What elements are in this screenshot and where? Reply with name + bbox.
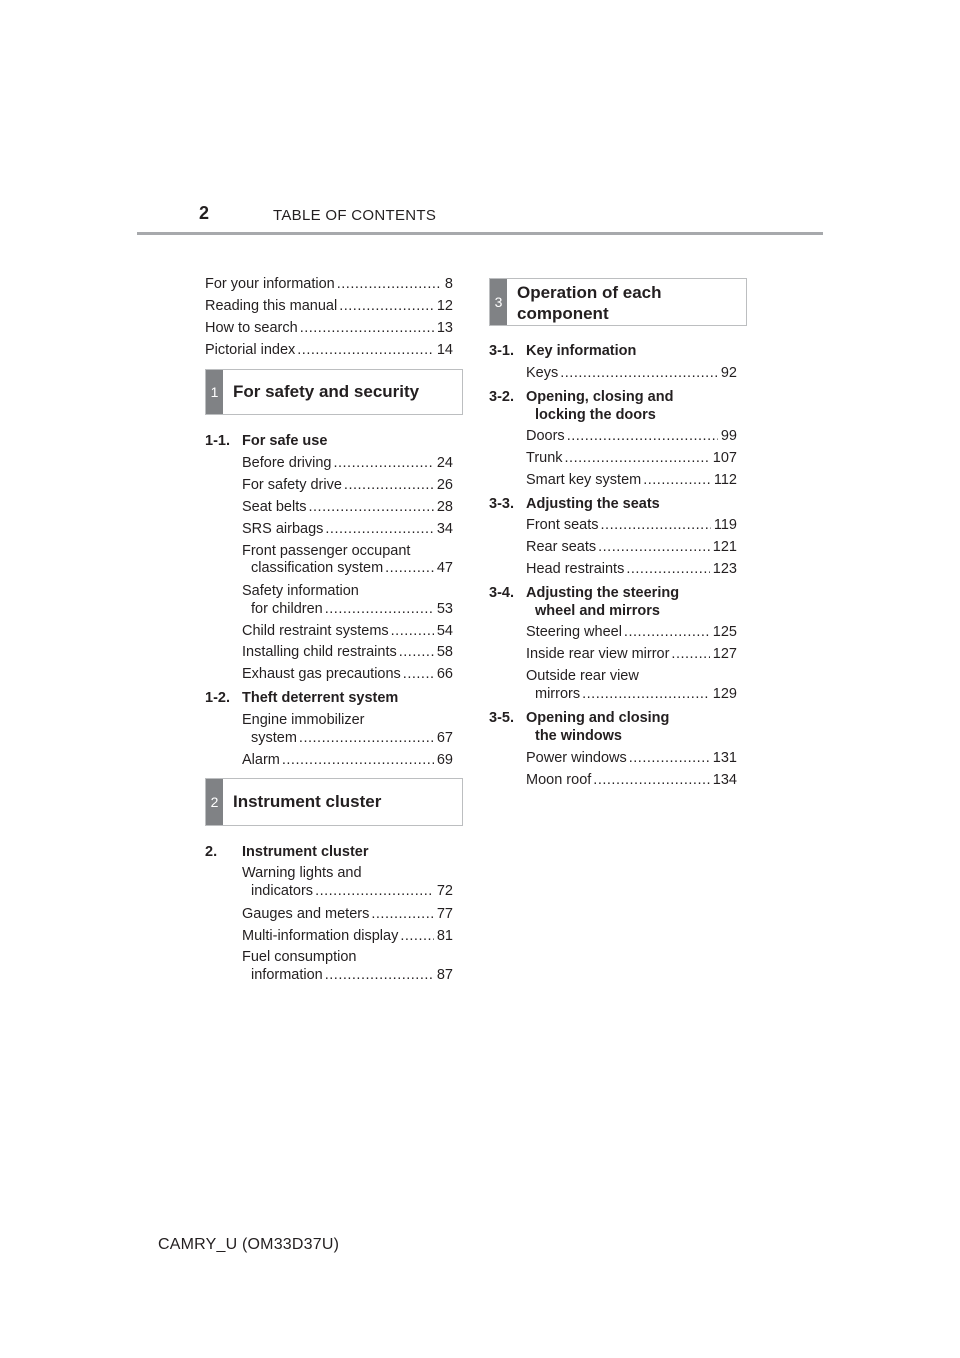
toc-entry[interactable]: Steering wheel ..... 125 (526, 623, 737, 641)
toc-entry[interactable]: Before driving ..... 24 (242, 454, 453, 472)
chapter-tab-3[interactable] (489, 278, 747, 326)
toc-entry[interactable]: Smart key system ..... 112 (526, 471, 737, 489)
section-heading: 3-1. Key information (489, 343, 637, 359)
toc-entry[interactable]: Installing child restraints ..... 58 (242, 643, 453, 661)
toc-entry[interactable]: Moon roof ..... 134 (526, 771, 737, 789)
toc-entry[interactable]: Alarm ..... 69 (242, 751, 453, 769)
toc-entry[interactable]: classification system ..... 47 (251, 559, 453, 577)
chapter-title: Operation of each component (517, 283, 662, 323)
toc-entry-line: Safety information (242, 583, 359, 599)
toc-entry[interactable]: For safety drive ..... 26 (242, 476, 453, 494)
toc-entry[interactable]: for children ..... 53 (251, 600, 453, 618)
toc-entry[interactable]: Front seats ..... 119 (526, 516, 737, 534)
toc-entry-line: Front passenger occupant (242, 543, 411, 559)
toc-entry[interactable]: Child restraint systems ..... 54 (242, 622, 453, 640)
toc-entry[interactable]: Inside rear view mirror ..... 127 (526, 645, 737, 663)
toc-entry[interactable]: Power windows ..... 131 (526, 749, 737, 767)
toc-entry[interactable]: Rear seats ..... 121 (526, 538, 737, 556)
chapter-title: For safety and security (233, 382, 420, 401)
toc-entry[interactable]: Pictorial index ..... 14 (205, 341, 453, 359)
section-heading: 3-4. Adjusting the steering (489, 585, 680, 601)
page-number: 2 (199, 203, 210, 223)
toc-entry[interactable]: Seat belts ..... 28 (242, 498, 453, 516)
toc-entry[interactable]: For your information ..... 8 (205, 275, 453, 293)
toc-entry[interactable]: How to search ..... 13 (205, 319, 453, 337)
toc-entry[interactable]: mirrors ..... 129 (535, 685, 737, 703)
toc-entry-line: Warning lights and (242, 865, 362, 881)
toc-entry[interactable]: Reading this manual ..... 12 (205, 297, 453, 315)
toc-entry[interactable]: Keys ..... 92 (526, 364, 737, 382)
section-heading: 2. Instrument cluster (205, 844, 369, 860)
toc-entry-line: Outside rear view (526, 668, 639, 684)
chapter-number: 3 (490, 279, 507, 325)
section-heading: 1-1. For safe use (205, 433, 328, 449)
section-heading: 1-2. Theft deterrent system (205, 690, 399, 706)
toc-entry[interactable]: Exhaust gas precautions ..... 66 (242, 665, 453, 683)
toc-entry[interactable]: indicators ..... 72 (251, 882, 453, 900)
section-heading-cont: the windows (535, 728, 622, 744)
section-heading-cont: wheel and mirrors (535, 603, 660, 619)
section-heading-cont: locking the doors (535, 407, 656, 423)
toc-entry[interactable]: information ..... 87 (251, 966, 453, 984)
section-heading: 3-2. Opening, closing and (489, 389, 674, 405)
toc-entry[interactable]: Multi-information display ..... 81 (242, 927, 453, 945)
section-heading: 3-3. Adjusting the seats (489, 496, 660, 512)
section-heading: 3-5. Opening and closing (489, 710, 670, 726)
toc-entry[interactable]: Trunk ..... 107 (526, 449, 737, 467)
footer-model-code: CAMRY_U (OM33D37U) (158, 1236, 340, 1253)
toc-entry-line: Fuel consumption (242, 949, 357, 965)
toc-entry[interactable]: Head restraints ..... 123 (526, 560, 737, 578)
toc-entry[interactable]: system ..... 67 (251, 729, 453, 747)
header-rule (137, 232, 823, 235)
toc-entry[interactable]: Doors ..... 99 (526, 427, 737, 445)
chapter-number: 2 (206, 779, 223, 825)
page-title: TABLE OF CONTENTS (273, 207, 437, 224)
toc-entry[interactable]: SRS airbags ..... 34 (242, 520, 453, 538)
chapter-tab-2[interactable] (205, 778, 463, 826)
chapter-number: 1 (206, 370, 223, 414)
toc-entry[interactable]: Gauges and meters ..... 77 (242, 905, 453, 923)
toc-entry-line: Engine immobilizer (242, 712, 365, 728)
chapter-title: Instrument cluster (233, 792, 382, 811)
chapter-tab-1[interactable] (205, 369, 463, 415)
